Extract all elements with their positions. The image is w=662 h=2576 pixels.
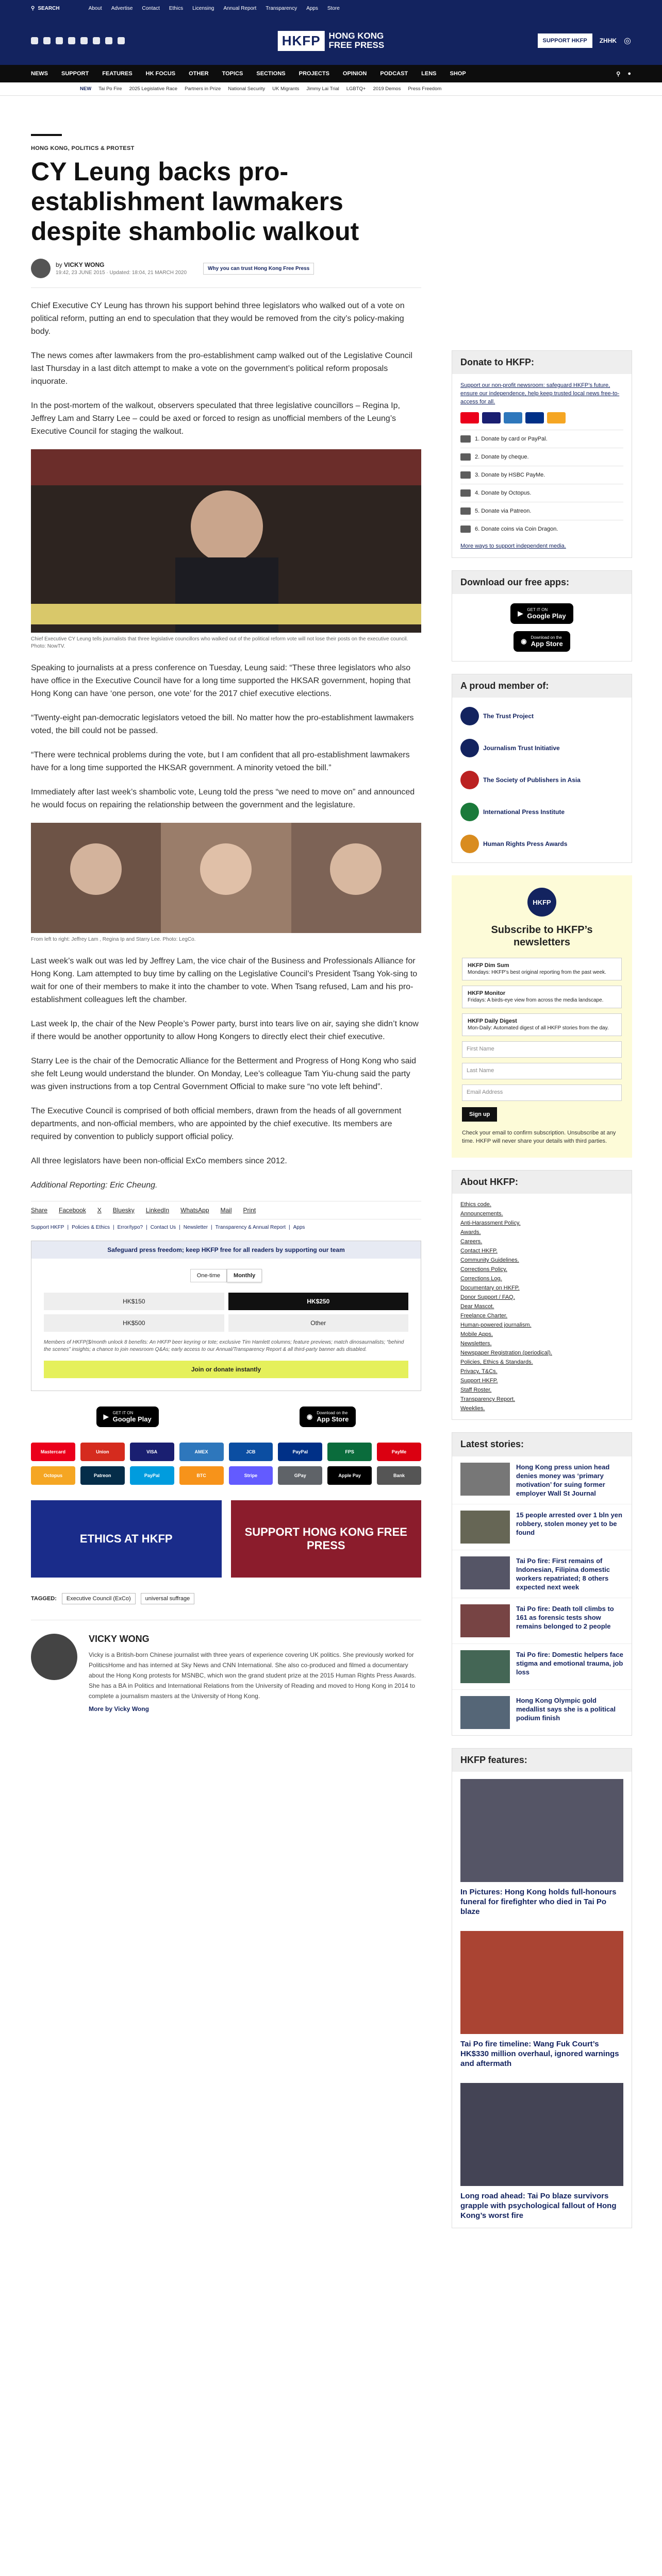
donate-method[interactable]: 3. Donate by HSBC PayMe. [460, 466, 623, 484]
about-link[interactable]: Corrections Log. [460, 1276, 502, 1282]
thumbnail [460, 1696, 510, 1729]
tags [31, 1593, 421, 1604]
trending-link[interactable]: LGBTQ+ [346, 86, 366, 92]
nav-item[interactable]: HK FOCUS [145, 71, 176, 77]
logo-line2: FREE PRESS [328, 40, 385, 50]
mastercard-icon [460, 412, 479, 423]
feature-item[interactable]: Tai Po fire timeline: Wang Fuk Court’s HK$330 million overhaul, ignored warnings and aftermath [452, 1924, 632, 2076]
trending-label: NEW [80, 86, 92, 92]
about-link[interactable]: Awards. [460, 1229, 481, 1235]
cy-leung-photo [31, 449, 421, 633]
donate-header: Safeguard press freedom; keep HKFP free for all readers by supporting our team [31, 1241, 421, 1259]
paragraph: Last week Ip, the chair of the New People’s Power party, burst into tears live on air, saying she didn’t know if there would be another opportunity to allow Hong Kongers to directly elect their chief executive. [31, 1020, 419, 1041]
latest-item[interactable]: Tai Po fire: First remains of Indonesian, Filipina domestic workers repatriated; 8 others expected next week [452, 1550, 632, 1598]
youtube-icon[interactable] [93, 37, 100, 44]
unionpay-icon: Union [80, 1443, 125, 1461]
member-logo[interactable]: The Society of Publishers in Asia [460, 770, 623, 790]
about-widget [452, 1170, 632, 1420]
topbar-link[interactable]: Licensing [192, 5, 214, 11]
paragraph: The news comes after lawmakers from the pro-establishment camp walked out of the Legislative Council last Thursday in a last ditch attempt to make a vote on the government’s political reform proposals inquorate. [31, 351, 412, 386]
support-promo[interactable]: SUPPORT HONG KONG FREE PRESS [231, 1500, 422, 1578]
main-nav [0, 65, 662, 82]
newsletter-title: Subscribe to HKFP’s newsletters [491, 924, 593, 948]
ethics-promo[interactable]: ETHICS AT HKFP [31, 1500, 222, 1578]
linkedin-icon[interactable] [105, 37, 112, 44]
thumbnail [460, 1511, 510, 1544]
trending-link[interactable]: National Security [228, 86, 266, 92]
threads-icon[interactable] [68, 37, 75, 44]
one-time-tab[interactable]: One-time [190, 1269, 227, 1282]
donate-method[interactable]: 4. Donate by Octopus. [460, 484, 623, 502]
app-store-badge[interactable]: ◉ Download on the App Store [514, 631, 570, 652]
support-links: Support HKFP | Policies & Ethics | Error/typo? | Contact Us | Newsletter | Transparency & Annual Report | Apps [31, 1225, 305, 1230]
octopus-icon [547, 412, 566, 423]
amex-icon [504, 412, 522, 423]
share-bar [31, 1201, 421, 1219]
features-widget [452, 1748, 632, 2228]
bank-icon: Bank [377, 1466, 421, 1485]
top-utility-bar [0, 0, 662, 16]
x-icon[interactable] [43, 37, 51, 44]
widget-title: About HKFP: [452, 1171, 632, 1194]
thumbnail [460, 1556, 510, 1589]
thumbnail [460, 1650, 510, 1683]
nav-item[interactable]: FEATURES [102, 71, 133, 77]
language-switch[interactable]: ZHHK [599, 37, 617, 44]
divider [31, 134, 62, 136]
rss-icon[interactable] [118, 37, 125, 44]
share-print[interactable]: Print [243, 1207, 256, 1214]
feature-item[interactable]: In Pictures: Hong Kong holds full-honours funeral for firefighter who died in Tai Po blaze [452, 1772, 632, 1924]
widget-title: Latest stories: [452, 1433, 632, 1456]
donate-text[interactable]: Support our non-profit newsroom: safeguard HKFP’s future, ensure our independence, help keep trusted local news free-to-access for all. [460, 382, 620, 405]
nav-item[interactable]: TOPICS [222, 71, 243, 77]
support-link[interactable]: Policies & Ethics [72, 1225, 110, 1230]
instagram-icon[interactable] [56, 37, 63, 44]
share-bluesky[interactable]: Bluesky [112, 1207, 135, 1214]
about-link[interactable]: Privacy, T&Cs. [460, 1368, 498, 1375]
member-logo[interactable]: Human Rights Press Awards [460, 834, 623, 854]
nav-item[interactable]: LENS [421, 71, 437, 77]
share-label: Share [31, 1207, 48, 1214]
support-link[interactable]: Apps [293, 1225, 305, 1230]
author-box [31, 1620, 421, 1713]
paragraph: Speaking to journalists at a press conference on Tuesday, Leung said: “These three legislators who also have office in the Executive Council have for a long time supported the HKSAR government, hoping that Hong Kong can have ‘one person, one vote’ for the 2017 chief executive elections. [31, 664, 411, 698]
nav-item[interactable]: PROJECTS [299, 71, 329, 77]
topbar-link[interactable]: Apps [306, 5, 318, 11]
donate-method[interactable]: 6. Donate coins via Coin Dragon. [460, 520, 623, 538]
photo-caption: From left to right: Jeffrey Lam , Regina Ip and Starry Lee. Photo: LegCo. [31, 937, 196, 942]
bitcoin-icon: BTC [179, 1466, 224, 1485]
about-link[interactable]: Freelance Charter. [460, 1313, 508, 1319]
paragraph: Last week’s walk out was led by Jeffrey Lam, the vice chair of the Business and Professionals Alliance for Hong Kong. Lam attempted to buy time by calling on the Legislative Council’s President Tsang Yok-sing to wait for one of their members to make it into the chamber to vote. When Tsang refused, Lam and his pro-establishment colleagues left the chamber. [31, 957, 418, 1004]
trending-bar [0, 82, 662, 96]
share-linkedin[interactable]: LinkedIn [145, 1207, 170, 1214]
donate-methods [460, 430, 623, 538]
paragraph: “There were technical problems during the vote, but I am confident that all pro-establishment lawmakers have for a long time supported the HKSAR government. A minority vetoed the bill.” [31, 751, 410, 772]
amount-options [31, 1293, 421, 1332]
author-avatar[interactable] [31, 1634, 77, 1680]
nav-item[interactable]: OPINION [342, 71, 367, 77]
play-icon: ▶ [103, 1413, 109, 1420]
mastercard-icon: Mastercard [31, 1443, 75, 1461]
widget-title: HKFP features: [452, 1749, 632, 1772]
hrpa-icon [460, 835, 479, 853]
thumbnail [460, 1463, 510, 1496]
latest-item[interactable]: Hong Kong press union head denies money was ‘primary motivation’ for suing former employer Wall St Journal [452, 1456, 632, 1504]
about-link[interactable]: Documentary on HKFP. [460, 1285, 520, 1291]
about-link[interactable]: Corrections Policy. [460, 1266, 507, 1273]
trending-link[interactable]: 2019 Demos [373, 86, 401, 92]
paypal-icon: PayPal [278, 1443, 322, 1461]
masthead [0, 16, 662, 65]
nav-item[interactable]: SECTIONS [256, 71, 286, 77]
bluesky-icon[interactable] [80, 37, 88, 44]
donate-method[interactable]: 2. Donate by cheque. [460, 448, 623, 466]
latest-item[interactable]: Tai Po fire: Death toll climbs to 161 as forensic tests show remains belonged to 2 people [452, 1598, 632, 1643]
donate-widget [31, 1241, 421, 1391]
article-title: CY Leung backs pro-establishment lawmakers despite shambolic walkout [31, 157, 359, 246]
apps-widget [452, 570, 632, 662]
about-link[interactable]: Support HKFP. [460, 1378, 498, 1384]
nav-item[interactable]: SHOP [450, 71, 466, 77]
site-logo[interactable] [278, 31, 384, 51]
trending-link[interactable]: Press Freedom [408, 86, 442, 92]
widget-title: Donate to HKFP: [452, 351, 632, 374]
by-prefix: by [56, 261, 62, 268]
newsletter-option[interactable]: HKFP Monitor Fridays: A birds-eye view from across the media landscape. [462, 986, 622, 1008]
byline [31, 259, 421, 288]
topbar-link[interactable]: Transparency [266, 5, 297, 11]
trust-project-icon [460, 707, 479, 725]
about-link[interactable]: Newspaper Registration (periodical). [460, 1350, 552, 1356]
app-store-badge[interactable]: ◉ Download on the App Store [300, 1406, 356, 1427]
card-icons [460, 412, 623, 423]
share-facebook[interactable]: Facebook [59, 1207, 86, 1214]
author-bio: Vicky is a British-born Chinese journalist with three years of experience covering UK politics. She previously worked for PoliticsHome and has interned at Sky News and CNN International. She also co-produced and filmed a documentary about the Hong Kong protests for MSNBC, which won the grand student prize at the 2015 Human Rights Press Awards. She has a BA in Politics and International Relations from the University of Reading and moved to Hong Kong in 2014 to complete a journalism masters at the University of Hong Kong. [89, 1651, 416, 1700]
paypal-icon: PayPal [130, 1466, 174, 1485]
payme-icon: PayMe [377, 1443, 421, 1461]
sidebar [452, 350, 632, 2241]
thumbnail [460, 1604, 510, 1637]
last-name-field[interactable]: Last Name [462, 1063, 622, 1079]
social-icons [31, 37, 125, 44]
widget-title: Download our free apps: [452, 571, 632, 594]
additional-reporting: Additional Reporting: Eric Cheung. [31, 1181, 158, 1190]
photo-caption: Chief Executive CY Leung tells journalists that three legislative councillors who walked out of the political reform vote will not lose their posts on the executive council. Photo: NowTV. [31, 636, 408, 649]
feature-item[interactable]: Long road ahead: Tai Po blaze survivors grapple with psychological fallout of Hong Kong’s worst fire [452, 2076, 632, 2228]
photo-illustration [31, 449, 421, 633]
article [31, 134, 421, 1713]
support-hkfp-button[interactable]: SUPPORT HKFP [538, 33, 592, 48]
visa-icon: VISA [130, 1443, 174, 1461]
feature-image [460, 2083, 623, 2186]
amount-option[interactable]: HK$500 [44, 1314, 224, 1332]
user-icon[interactable]: ● [627, 70, 631, 77]
app-badges [31, 1406, 421, 1427]
member-logo[interactable]: The Trust Project [460, 706, 623, 726]
trending-link[interactable]: Partners in Prize [185, 86, 221, 92]
share-x[interactable]: X [97, 1207, 102, 1214]
latest-item[interactable]: Hong Kong Olympic gold medallist says she is a political podium finish [452, 1689, 632, 1735]
amount-option[interactable]: Other [228, 1314, 409, 1332]
jti-icon [460, 739, 479, 757]
donate-method[interactable]: 5. Donate via Patreon. [460, 502, 623, 520]
members-widget [452, 674, 632, 863]
apple-icon: ◉ [306, 1413, 313, 1420]
trending-link[interactable]: UK Migrants [272, 86, 300, 92]
amount-option-selected[interactable]: HK$250 [228, 1293, 409, 1310]
first-name-field[interactable]: First Name [462, 1041, 622, 1058]
member-logo[interactable]: International Press Institute [460, 802, 623, 822]
latest-item[interactable]: Tai Po fire: Domestic helpers face stigma and emotional trauma, job loss [452, 1643, 632, 1689]
support-link[interactable]: Error/typo? [117, 1225, 143, 1230]
support-link[interactable]: Transparency & Annual Report [215, 1225, 286, 1230]
amex-icon: AMEX [179, 1443, 224, 1461]
newsletter-note: Check your email to confirm subscription. Unsubscribe at any time. HKFP will never share your details with third parties. [462, 1130, 616, 1144]
donate-method[interactable]: 1. Donate by card or PayPal. [460, 430, 623, 448]
trending-link[interactable]: Jimmy Lai Trial [306, 86, 339, 92]
about-link[interactable]: Newsletters. [460, 1341, 492, 1347]
search-button[interactable]: ⚲ SEARCH [31, 5, 60, 11]
search-icon: ⚲ [31, 5, 35, 11]
nav-item[interactable]: OTHER [189, 71, 209, 77]
paragraph: “Twenty-eight pan-democratic legislators vetoed the bill. No matter how the pro-establishment lawmakers voted, the bill could not be passed. [31, 714, 414, 735]
paragraph: Chief Executive CY Leung has thrown his support behind three legislators who walked out of a vote on political reform, putting an end to speculation that they would be removed from the city’s policy-making body. [31, 301, 405, 336]
visa-icon [482, 412, 501, 423]
about-link[interactable]: Dear Mascot. [460, 1303, 494, 1310]
facebook-icon[interactable] [31, 37, 38, 44]
feature-image [460, 1779, 623, 1882]
search-icon[interactable]: ⚲ [616, 71, 621, 77]
latest-widget [452, 1432, 632, 1736]
logo-line1: HONG KONG [328, 31, 384, 41]
fps-icon: FPS [327, 1443, 372, 1461]
promo-banners [31, 1500, 421, 1578]
share-mail[interactable]: Mail [220, 1207, 232, 1214]
about-link[interactable]: Transparency Report. [460, 1396, 515, 1402]
share-whatsapp[interactable]: WhatsApp [180, 1207, 209, 1214]
trust-button[interactable]: Why you can trust Hong Kong Free Press [203, 263, 314, 275]
apple-icon: ◉ [521, 637, 527, 645]
tag[interactable]: Executive Council (ExCo) [62, 1593, 136, 1604]
logo-box: HKFP [278, 31, 325, 51]
globe-icon[interactable]: ◎ [624, 37, 631, 45]
newsletter-widget [452, 875, 632, 1158]
octopus-icon: Octopus [31, 1466, 75, 1485]
stripe-icon: Stripe [229, 1466, 273, 1485]
google-play-badge[interactable]: ▶ GET IT ON Google Play [510, 603, 573, 624]
gpay-icon: GPay [278, 1466, 322, 1485]
monthly-tab[interactable]: Monthly [227, 1269, 262, 1282]
nav-item[interactable]: PODCAST [380, 71, 408, 77]
newsletter-option[interactable]: HKFP Dim Sum Mondays: HKFP’s best original reporting from the past week. [462, 958, 622, 980]
donate-sidebar [452, 350, 632, 558]
tags-label: TAGGED: [31, 1596, 57, 1602]
amount-option[interactable]: HK$150 [44, 1293, 224, 1310]
topbar-link[interactable]: Ethics [169, 5, 184, 11]
paypal-icon [525, 412, 544, 423]
support-link[interactable]: Contact Us [150, 1225, 176, 1230]
avatar[interactable] [31, 259, 51, 278]
author-name[interactable]: VICKY WONG [89, 1634, 150, 1644]
support-link[interactable]: Newsletter [183, 1225, 208, 1230]
applepay-icon: Apple Pay [327, 1466, 372, 1485]
trending-link[interactable]: 2025 Legislative Race [129, 86, 178, 92]
more-by-author[interactable]: More by Vicky Wong [89, 1705, 149, 1713]
about-link[interactable]: Staff Roster. [460, 1387, 492, 1393]
author-link[interactable]: VICKY WONG [64, 261, 105, 268]
feature-image [460, 1931, 623, 2034]
about-link[interactable]: Anti-Harassment Policy. [460, 1220, 521, 1226]
topbar-link[interactable]: Annual Report [223, 5, 257, 11]
paragraph: The Executive Council is comprised of both official members, drawn from the heads of all government departments, and non-official members, who are appointed by the chief executive. Its members are required by convention to publicly support official policy. [31, 1107, 402, 1141]
about-link[interactable]: Human-powered journalism. [460, 1322, 532, 1328]
newsletter-option[interactable]: HKFP Daily Digest Mon-Daily: Automated digest of all HKFP stories from the day. [462, 1013, 622, 1036]
publish-date: 19:42, 23 JUNE 2015 · Updated: 18:04, 21 MARCH 2020 [56, 270, 187, 276]
signup-button[interactable]: Sign up [462, 1107, 497, 1122]
hkfp-logo: HKFP [527, 888, 556, 917]
category-label[interactable]: HONG KONG, POLITICS & PROTEST [31, 145, 135, 151]
tag[interactable]: universal suffrage [141, 1593, 195, 1604]
paragraph: Immediately after last week’s shambolic vote, Leung told the press “we need to move on” and announced he would focus on repairing the relationship between the government and the legislature. [31, 788, 415, 809]
jcb-icon: JCB [229, 1443, 273, 1461]
support-link[interactable]: Support HKFP [31, 1225, 64, 1230]
paragraph: Starry Lee is the chair of the Democratic Alliance for the Betterment and Progress of Hong Kong who said she felt Leung would understand the blunder. On Monday, Lee’s colleague Tam Yiu-chung said the party was given instructions from a top Central Government Official to make sure “no vote left behind”. [31, 1057, 417, 1091]
topbar-link[interactable]: About [88, 5, 102, 11]
patreon-icon: Patreon [80, 1466, 125, 1485]
about-link[interactable]: Policies, Ethics & Standards. [460, 1359, 533, 1365]
play-icon: ▶ [518, 609, 523, 617]
nav-item[interactable]: SUPPORT [61, 71, 89, 77]
about-link[interactable]: Mobile Apps. [460, 1331, 493, 1337]
about-link[interactable]: Announcements. [460, 1211, 503, 1217]
widget-title: A proud member of: [452, 674, 632, 698]
topbar-link[interactable]: Advertise [111, 5, 133, 11]
about-link[interactable]: Weeklies. [460, 1405, 485, 1412]
more-ways-link[interactable]: More ways to support independent media. [460, 543, 566, 549]
join-button[interactable]: Join or donate instantly [44, 1361, 408, 1378]
about-link[interactable]: Ethics code. [460, 1201, 491, 1208]
nav-item[interactable]: NEWS [31, 71, 48, 77]
paragraph: In the post-mortem of the walkout, observers speculated that three legislative councillors – Regina Ip, Jeffrey Lam and Starry Lee – could be axed or forced to resign as unofficial members of the Leung’s Executive Council for staging the walkout. [31, 401, 400, 436]
about-link[interactable]: Donor Support / FAQ. [460, 1294, 515, 1300]
about-link[interactable]: Contact HKFP. [460, 1248, 498, 1254]
lawmakers-photo [31, 823, 421, 933]
topbar-link[interactable]: Store [327, 5, 340, 11]
member-perks: Members of HKFP($/month unlock 8 benefits: An HKFP beer keyring or tote; exclusive Tim Hamlett columns; feature previews; match dinosaurnalists; “behind the scenes” insights; a chance to join newsroom Q&As; early access to our Annual/Transparency Report & all third-party banner ads disabled. [44, 1340, 404, 1352]
about-link[interactable]: Careers. [460, 1239, 483, 1245]
ipi-icon [460, 803, 479, 821]
member-logo[interactable]: Journalism Trust Initiative [460, 738, 623, 758]
photo-illustration [31, 823, 421, 933]
email-field[interactable]: Email Address [462, 1084, 622, 1101]
frequency-toggle [31, 1269, 421, 1282]
about-link[interactable]: Community Guidelines. [460, 1257, 519, 1263]
topbar-link[interactable]: Contact [142, 5, 160, 11]
google-play-badge[interactable]: ▶ GET IT ON Google Play [96, 1406, 159, 1427]
payment-methods [31, 1443, 421, 1485]
trending-link[interactable]: Tai Po Fire [98, 86, 122, 92]
sopa-icon [460, 771, 479, 789]
paragraph: All three legislators have been non-official ExCo members since 2012. [31, 1157, 287, 1165]
latest-item[interactable]: 15 people arrested over 1 bln yen robbery, stolen money yet to be found [452, 1504, 632, 1550]
